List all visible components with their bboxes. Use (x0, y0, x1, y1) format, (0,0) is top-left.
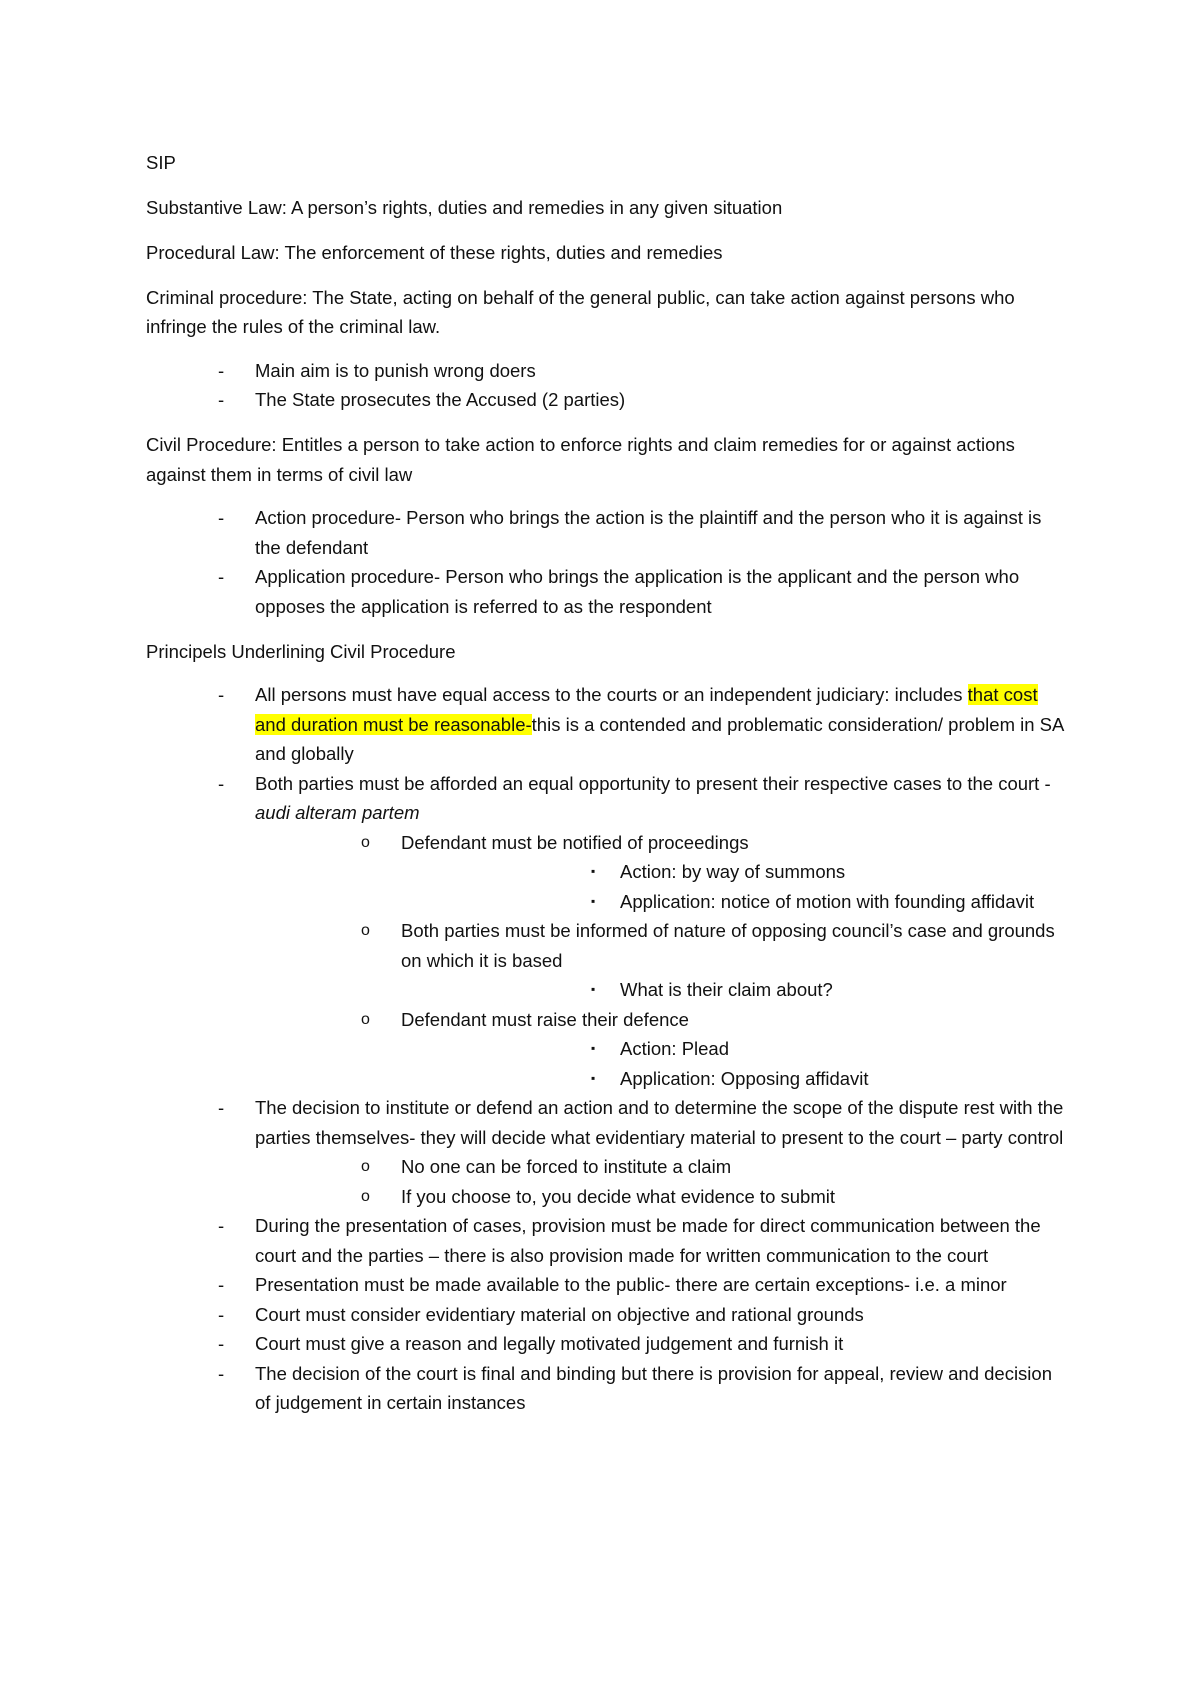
criminal-procedure-list (146, 356, 1071, 415)
list-item (146, 769, 1071, 1094)
sub-sub-list-item-text: Application: Opposing affidavit (620, 1067, 869, 1089)
list-item-text: The decision to institute or defend an action and to determine the scope of the dispute rest with the parties themselves- they will decide what evidentiary material to present to the court – party control (255, 1097, 1064, 1148)
dash-bullet: - (218, 1215, 225, 1236)
square-bullet: ▪ (591, 1041, 596, 1055)
list-item-text: Presentation must be made available to the public- there are certain exceptions- i.e. a minor (255, 1274, 1007, 1295)
document-title: SIP (146, 152, 176, 173)
sub-list-item (255, 828, 1071, 917)
square-bullet: ▪ (591, 982, 596, 996)
sub-list-item-text: Defendant must raise their defence (401, 1008, 689, 1030)
dash-bullet: - (218, 1333, 225, 1354)
list-item-text: Court must consider evidentiary material on objective and rational grounds (255, 1303, 864, 1325)
list-item-text: During the presentation of cases, provision must be made for direct communication between the court and the parties – there is also provision made for written communication to the court (255, 1215, 1041, 1266)
list-item-text: Main aim is to punish wrong doers (255, 359, 536, 381)
list-item-text: Court must give a reason and legally motivated judgement and furnish it (255, 1333, 844, 1354)
sub-sub-list-item (401, 857, 1071, 887)
sub-sub-list-item (401, 887, 1071, 917)
sub-sub-list-item-text: Action: Plead (620, 1038, 730, 1059)
list-item (146, 1329, 1071, 1359)
sub-sub-list-item-text: Action: by way of summons (620, 861, 846, 882)
dash-bullet: - (218, 1274, 225, 1295)
sub-list-item-text: No one can be forced to institute a claim (401, 1156, 732, 1177)
square-bullet: ▪ (591, 1070, 596, 1085)
circle-bullet: o (361, 833, 370, 851)
list-item-text: this is a contended and problematic consideration/ problem in SA and globally (255, 713, 1064, 764)
list-item (146, 562, 1071, 621)
dash-bullet: - (218, 1362, 225, 1384)
list-item (146, 503, 1071, 562)
sub-list-item (255, 1005, 1071, 1094)
circle-bullet: o (361, 1187, 370, 1205)
dash-bullet: - (218, 772, 225, 794)
list-item (146, 680, 1071, 769)
sub-sub-list-item-text: Application: notice of motion with founding affidavit (620, 890, 1035, 912)
list-item-text: Both parties must be afforded an equal opportunity to present their respective cases to the court - (255, 772, 1051, 794)
circle-bullet: o (361, 922, 370, 939)
procedural-law-paragraph: Procedural Law: The enforcement of these rights, duties and remedies (146, 241, 723, 263)
square-bullet: ▪ (591, 864, 596, 878)
highlighted-text: that cost and duration must be reasonable- (255, 684, 1038, 735)
dash-bullet: - (218, 359, 225, 381)
list-item (146, 1300, 1071, 1330)
sub-sub-list-item (401, 1064, 1071, 1094)
list-item (146, 1359, 1071, 1418)
sub-list-item-text: Both parties must be informed of nature of opposing council’s case and grounds on which it is based (401, 920, 1055, 971)
sub-list (255, 1152, 1071, 1211)
dash-bullet: - (218, 389, 225, 410)
sub-sub-list (401, 1034, 1071, 1093)
circle-bullet: o (361, 1010, 370, 1028)
dash-bullet: - (218, 1097, 225, 1118)
sub-sub-list-item (401, 975, 1071, 1005)
circle-bullet: o (361, 1158, 370, 1175)
square-bullet: ▪ (591, 893, 596, 908)
document-body (146, 148, 1071, 1433)
list-item-text: All persons must have equal access to the courts or an independent judiciary: includes (255, 684, 968, 705)
list-item (146, 1211, 1071, 1270)
sub-list-item (255, 1182, 1071, 1212)
dash-bullet: - (218, 566, 225, 587)
civil-procedure-paragraph: Civil Procedure: Entitles a person to take action to enforce rights and claim remedies for or against actions against them in terms of civil law (146, 434, 1015, 485)
principles-list (146, 680, 1071, 1418)
sub-list-item (255, 916, 1071, 1005)
list-item (146, 385, 1071, 415)
sub-list (255, 828, 1071, 1094)
list-item-text: The decision of the court is final and binding but there is provision for appeal, review and decision of judgement in certain instances (255, 1362, 1052, 1413)
list-item (146, 356, 1071, 386)
principles-heading: Principels Underlining Civil Procedure (146, 640, 456, 662)
sub-list-item-text: Defendant must be notified of proceedings (401, 831, 749, 853)
sub-sub-list (401, 857, 1071, 916)
list-item (146, 1270, 1071, 1300)
list-item-text: Application procedure- Person who brings the application is the applicant and the person who opposes the application is referred to as the respondent (255, 566, 1020, 617)
sub-sub-list-item (401, 1034, 1071, 1064)
list-item (146, 1093, 1071, 1211)
dash-bullet: - (218, 1303, 225, 1325)
sub-sub-list (401, 975, 1071, 1005)
sub-list-item-text: If you choose to, you decide what evidence to submit (401, 1185, 835, 1207)
sub-list-item (255, 1152, 1071, 1182)
dash-bullet: - (218, 507, 225, 528)
dash-bullet: - (218, 684, 225, 705)
criminal-procedure-paragraph: Criminal procedure: The State, acting on behalf of the general public, can take action against persons who infringe the rules of the criminal law. (146, 286, 1015, 337)
civil-procedure-list (146, 503, 1071, 621)
list-item-text: The State prosecutes the Accused (2 parties) (255, 389, 626, 410)
substantive-law-paragraph: Substantive Law: A person’s rights, duties and remedies in any given situation (146, 196, 783, 218)
sub-sub-list-item-text: What is their claim about? (620, 979, 833, 1000)
italic-latin-phrase: audi alteram partem (255, 802, 420, 823)
list-item-text: Action procedure- Person who brings the action is the plaintiff and the person who it is against is the defendant (255, 507, 1042, 558)
